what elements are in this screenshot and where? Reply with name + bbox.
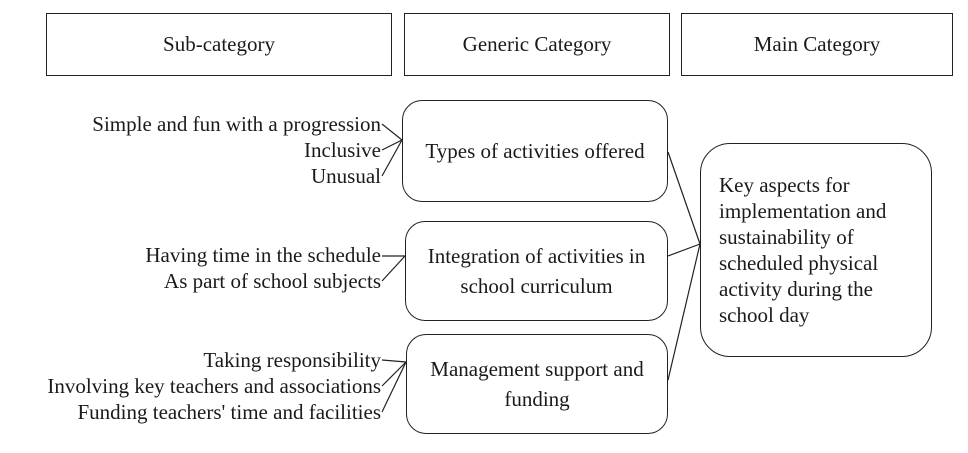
generic-category-box [405, 221, 668, 321]
sub-category-item: Funding teachers' time and facilities [77, 400, 381, 424]
header-main-category: Main Category [681, 13, 953, 76]
main-category-label: Key aspects for implementation and sustainability of scheduled physical activity during the school day [719, 173, 887, 327]
generic-category-label: Management support and funding [430, 357, 644, 411]
sub-category-item: Inclusive [304, 138, 381, 162]
sub-category-item: As part of school subjects [164, 269, 381, 293]
sub-category-item: Having time in the schedule [145, 243, 381, 267]
sub-category-item: Taking responsibility [203, 348, 381, 372]
generic-category-label: Types of activities offered [425, 139, 645, 163]
generic-category-box [406, 334, 668, 434]
header-sub-category: Sub-category [46, 13, 392, 76]
sub-category-item: Unusual [311, 164, 381, 188]
main-category-box [700, 143, 932, 357]
header-generic-category: Generic Category [404, 13, 670, 76]
sub-category-item: Simple and fun with a progression [92, 112, 381, 136]
generic-category-box [402, 100, 668, 202]
sub-category-item: Involving key teachers and associations [47, 374, 381, 398]
generic-category-label: Integration of activities in school curriculum [427, 244, 646, 298]
